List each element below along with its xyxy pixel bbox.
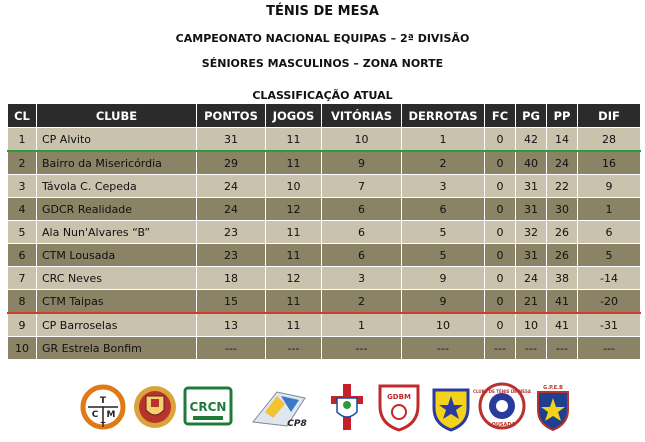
- cell-dif: -31: [578, 313, 641, 337]
- cell-pg: 40: [516, 151, 547, 175]
- cell-pp: 41: [547, 290, 578, 314]
- cell-pontos: 18: [197, 267, 266, 290]
- cell-derrotas: 2: [402, 151, 485, 175]
- header-pp: PP: [547, 104, 578, 128]
- cell-jogos: 11: [266, 128, 322, 152]
- cell-jogos: 12: [266, 267, 322, 290]
- cell-derrotas: ---: [402, 337, 485, 360]
- cell-club: CP Barroselas: [37, 313, 197, 337]
- cell-cl: 7: [8, 267, 37, 290]
- cell-derrotas: 9: [402, 290, 485, 314]
- cell-vitorias: 3: [322, 267, 402, 290]
- cell-club: GR Estrela Bonfim: [37, 337, 197, 360]
- cell-club: CP Alvito: [37, 128, 197, 152]
- cell-pp: 22: [547, 175, 578, 198]
- cell-cl: 10: [8, 337, 37, 360]
- header-fc: FC: [485, 104, 516, 128]
- cell-fc: 0: [485, 198, 516, 221]
- cell-derrotas: 9: [402, 267, 485, 290]
- svg-text:LOUSADA: LOUSADA: [488, 422, 516, 428]
- cell-pg: 42: [516, 128, 547, 152]
- cell-pg: 31: [516, 198, 547, 221]
- cell-jogos: 11: [266, 151, 322, 175]
- cell-jogos: 11: [266, 221, 322, 244]
- cell-fc: 0: [485, 221, 516, 244]
- cell-vitorias: 6: [322, 198, 402, 221]
- cell-pp: 24: [547, 151, 578, 175]
- cell-jogos: 10: [266, 175, 322, 198]
- header-derrotas: DERROTAS: [402, 104, 485, 128]
- gdbm-logo: [376, 382, 422, 432]
- cell-club: Távola C. Cepeda: [37, 175, 197, 198]
- table-row: [8, 290, 641, 314]
- cell-pp: ---: [547, 337, 578, 360]
- svg-text:T: T: [100, 421, 106, 429]
- cell-vitorias: 1: [322, 313, 402, 337]
- cell-jogos: 11: [266, 244, 322, 267]
- cell-fc: 0: [485, 267, 516, 290]
- cell-cl: 8: [8, 290, 37, 314]
- table-row: [8, 198, 641, 221]
- cell-vitorias: 7: [322, 175, 402, 198]
- cell-vitorias: 6: [322, 244, 402, 267]
- svg-text:CLUBE DE TÉNIS DE MESA: CLUBE DE TÉNIS DE MESA: [473, 389, 531, 394]
- lousada-logo: [473, 382, 531, 432]
- cell-pg: 31: [516, 175, 547, 198]
- championship-title: CAMPEONATO NACIONAL EQUIPAS – 2ª DIVISÃO: [175, 32, 470, 45]
- table-row: [8, 175, 641, 198]
- cell-dif: 28: [578, 128, 641, 152]
- cell-dif: 5: [578, 244, 641, 267]
- sport-title: TÉNIS DE MESA: [266, 4, 379, 19]
- cell-club: GDCR Realidade: [37, 198, 197, 221]
- cell-derrotas: 6: [402, 198, 485, 221]
- cell-pontos: 15: [197, 290, 266, 314]
- header-pg: PG: [516, 104, 547, 128]
- cell-derrotas: 3: [402, 175, 485, 198]
- cell-dif: 1: [578, 198, 641, 221]
- header-row: [8, 104, 641, 128]
- cell-pg: 10: [516, 313, 547, 337]
- cell-club: Ala Nun'Alvares “B”: [37, 221, 197, 244]
- cell-club: CTM Taipas: [37, 290, 197, 314]
- cell-pontos: 23: [197, 221, 266, 244]
- cell-vitorias: 2: [322, 290, 402, 314]
- cell-pp: 41: [547, 313, 578, 337]
- cell-pg: 24: [516, 267, 547, 290]
- cell-pontos: 31: [197, 128, 266, 152]
- svg-text:C: C: [91, 410, 99, 420]
- cell-derrotas: 5: [402, 244, 485, 267]
- cell-fc: 0: [485, 175, 516, 198]
- cell-pontos: 29: [197, 151, 266, 175]
- cell-fc: 0: [485, 128, 516, 152]
- header-jogos: JOGOS: [266, 104, 322, 128]
- cell-cl: 1: [8, 128, 37, 152]
- cell-fc: ---: [485, 337, 516, 360]
- cell-derrotas: 5: [402, 221, 485, 244]
- cell-derrotas: 1: [402, 128, 485, 152]
- cell-cl: 4: [8, 198, 37, 221]
- cell-dif: -14: [578, 267, 641, 290]
- cell-pg: 31: [516, 244, 547, 267]
- table-row: [8, 313, 641, 337]
- cell-vitorias: 10: [322, 128, 402, 152]
- cell-pp: 14: [547, 128, 578, 152]
- cell-jogos: 11: [266, 313, 322, 337]
- svg-text:M: M: [106, 410, 116, 420]
- cell-dif: 9: [578, 175, 641, 198]
- cell-fc: 0: [485, 151, 516, 175]
- cell-cl: 3: [8, 175, 37, 198]
- cell-dif: 16: [578, 151, 641, 175]
- table-row: [8, 337, 641, 360]
- svg-text:CP8: CP8: [287, 419, 307, 429]
- cell-fc: 0: [485, 313, 516, 337]
- cell-pp: 30: [547, 198, 578, 221]
- gpeb-logo: [530, 382, 576, 432]
- cell-vitorias: 9: [322, 151, 402, 175]
- cell-vitorias: 6: [322, 221, 402, 244]
- cell-derrotas: 10: [402, 313, 485, 337]
- standings-table: [7, 103, 641, 360]
- cell-club: CTM Lousada: [37, 244, 197, 267]
- cell-pontos: 13: [197, 313, 266, 337]
- svg-text:CRCN: CRCN: [189, 400, 227, 414]
- cell-cl: 6: [8, 244, 37, 267]
- cell-pontos: 23: [197, 244, 266, 267]
- cell-cl: 9: [8, 313, 37, 337]
- table-row: [8, 244, 641, 267]
- standings-title: CLASSIFICAÇÃO ATUAL: [252, 89, 393, 102]
- bairro-crest-logo: [132, 382, 178, 432]
- cell-club: Bairro da Misericórdia: [37, 151, 197, 175]
- cell-pp: 26: [547, 221, 578, 244]
- table-row: [8, 221, 641, 244]
- header-cl: CL: [8, 104, 37, 128]
- crcn-logo: [183, 382, 233, 432]
- estrela-logo: [428, 382, 474, 432]
- cell-fc: 0: [485, 244, 516, 267]
- cell-pg: 32: [516, 221, 547, 244]
- header-dif: DIF: [578, 104, 641, 128]
- cell-jogos: ---: [266, 337, 322, 360]
- cell-pp: 26: [547, 244, 578, 267]
- cell-dif: ---: [578, 337, 641, 360]
- division-title: SÉNIORES MASCULINOS – ZONA NORTE: [201, 57, 444, 70]
- table-row: [8, 267, 641, 290]
- cell-pp: 38: [547, 267, 578, 290]
- table-row: [8, 151, 641, 175]
- header-clube: CLUBE: [37, 104, 197, 128]
- cell-fc: 0: [485, 290, 516, 314]
- cell-jogos: 12: [266, 198, 322, 221]
- svg-text:GDBM: GDBM: [387, 393, 411, 401]
- header-pontos: PONTOS: [197, 104, 266, 128]
- cell-pg: ---: [516, 337, 547, 360]
- cell-pontos: 24: [197, 175, 266, 198]
- svg-text:G.P.E.B: G.P.E.B: [543, 385, 563, 391]
- cell-dif: -20: [578, 290, 641, 314]
- cell-pontos: 24: [197, 198, 266, 221]
- cell-pontos: ---: [197, 337, 266, 360]
- cross-crest-logo: [324, 382, 370, 432]
- cell-pg: 21: [516, 290, 547, 314]
- cell-jogos: 11: [266, 290, 322, 314]
- cell-club: CRC Neves: [37, 267, 197, 290]
- cell-vitorias: ---: [322, 337, 402, 360]
- club-logos-strip: [0, 382, 645, 438]
- header-vitorias: VITÓRIAS: [322, 104, 402, 128]
- cell-dif: 6: [578, 221, 641, 244]
- cp8-logo: [247, 382, 311, 432]
- table-row: [8, 128, 641, 152]
- cell-cl: 5: [8, 221, 37, 244]
- ctm-logo: [80, 382, 126, 432]
- cell-cl: 2: [8, 151, 37, 175]
- svg-text:T: T: [99, 396, 107, 406]
